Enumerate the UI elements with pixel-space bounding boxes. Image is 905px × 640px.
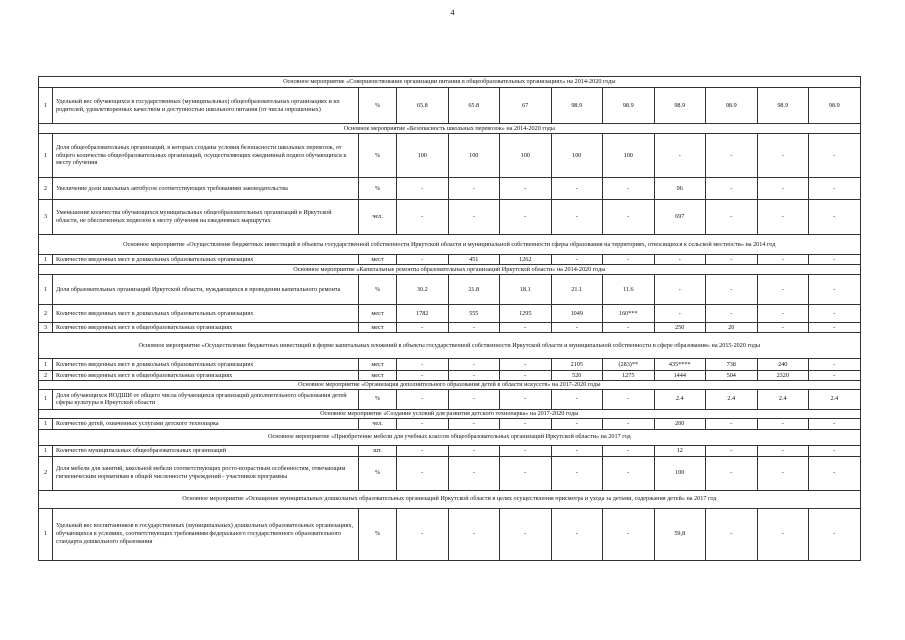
- indicator-name: Количество детей, охваченных услугами детского технопарка: [53, 418, 359, 429]
- value-cell: -: [757, 275, 809, 305]
- value-cell: -: [706, 445, 758, 456]
- value-cell: 738: [706, 359, 758, 371]
- value-cell: -: [809, 359, 861, 371]
- row-number: 1: [39, 134, 53, 178]
- row-number: 1: [39, 88, 53, 124]
- row-number: 3: [39, 200, 53, 235]
- value-cell: -: [397, 456, 449, 490]
- value-cell: -: [551, 200, 603, 235]
- indicator-name: Увеличение доли школьных автобусов соответствующих требованиям законодательства: [53, 178, 359, 200]
- value-cell: -: [500, 200, 552, 235]
- value-cell: 21.1: [551, 275, 603, 305]
- value-cell: -: [757, 255, 809, 265]
- section-title: Основное мероприятие «Осуществление бюджетных инвестиций в форме капитальных вложений в объекты государственной собственности Иркутской области и муниципальной собственности в сфере образования» на 2015-2020 годы: [39, 333, 861, 359]
- value-cell: 100: [551, 134, 603, 178]
- unit-cell: мест: [359, 305, 397, 323]
- row-number: 3: [39, 323, 53, 333]
- value-cell: 240: [757, 359, 809, 371]
- value-cell: -: [809, 445, 861, 456]
- value-cell: -: [500, 508, 552, 560]
- table-row: [39, 445, 861, 456]
- table-row: [39, 305, 861, 323]
- section-header-row: [39, 235, 861, 255]
- value-cell: 1262: [500, 255, 552, 265]
- value-cell: -: [757, 456, 809, 490]
- indicator-name: Уменьшение количества обучающихся муниципальных общеобразовательных организаций в Иркутской области, не обеспеченных подвозом к месту обучения на ежедневных маршрутах: [53, 200, 359, 235]
- value-cell: -: [809, 305, 861, 323]
- value-cell: 2320: [757, 371, 809, 381]
- table-row: [39, 134, 861, 178]
- value-cell: -: [397, 359, 449, 371]
- value-cell: -: [706, 134, 758, 178]
- value-cell: 250: [654, 323, 706, 333]
- table-row: [39, 200, 861, 235]
- value-cell: -: [448, 200, 500, 235]
- indicator-name: Количество введенных мест в дошкольных образовательных организациях: [53, 305, 359, 323]
- value-cell: -: [500, 371, 552, 381]
- table-row: [39, 178, 861, 200]
- value-cell: 1275: [603, 371, 655, 381]
- unit-cell: %: [359, 508, 397, 560]
- value-cell: 2.4: [757, 389, 809, 409]
- value-cell: 435****: [654, 359, 706, 371]
- table-row: [39, 323, 861, 333]
- value-cell: -: [809, 456, 861, 490]
- value-cell: -: [551, 456, 603, 490]
- value-cell: 1295: [500, 305, 552, 323]
- unit-cell: мест: [359, 323, 397, 333]
- unit-cell: чел.: [359, 200, 397, 235]
- value-cell: -: [706, 255, 758, 265]
- value-cell: -: [757, 134, 809, 178]
- section-title: Основное мероприятие «Создание условий для развития детского технопарка» на 2017-2020 годы: [39, 409, 861, 418]
- value-cell: -: [757, 508, 809, 560]
- value-cell: 59,8: [654, 508, 706, 560]
- unit-cell: шт.: [359, 445, 397, 456]
- value-cell: 98.9: [654, 88, 706, 124]
- section-header-row: [39, 381, 861, 390]
- value-cell: 2105: [551, 359, 603, 371]
- indicator-name: Доля образовательных организаций Иркутской области, нуждающихся в проведении капитального ремонта: [53, 275, 359, 305]
- value-cell: 98.9: [551, 88, 603, 124]
- indicator-name: Доля мебели для занятий, школьной мебели соответствующих росто-возрастным особенностям, отвечающим гигиеническим нормативам в общей численности учреждений - участников программы: [53, 456, 359, 490]
- value-cell: 100: [448, 134, 500, 178]
- value-cell: -: [448, 456, 500, 490]
- value-cell: -: [448, 418, 500, 429]
- value-cell: -: [603, 508, 655, 560]
- section-header-row: [39, 490, 861, 508]
- value-cell: -: [448, 389, 500, 409]
- value-cell: -: [397, 389, 449, 409]
- value-cell: -: [809, 255, 861, 265]
- indicator-name: Количество муниципальных общеобразовательных организаций: [53, 445, 359, 456]
- indicator-name: Количество введенных мест в общеобразовательных организациях: [53, 371, 359, 381]
- value-cell: -: [551, 255, 603, 265]
- value-cell: -: [809, 200, 861, 235]
- value-cell: 2.4: [654, 389, 706, 409]
- unit-cell: мест: [359, 371, 397, 381]
- value-cell: -: [603, 200, 655, 235]
- value-cell: -: [809, 134, 861, 178]
- value-cell: -: [603, 445, 655, 456]
- row-number: 1: [39, 445, 53, 456]
- value-cell: -: [706, 275, 758, 305]
- row-number: 1: [39, 389, 53, 409]
- unit-cell: %: [359, 275, 397, 305]
- value-cell: -: [551, 418, 603, 429]
- value-cell: -: [706, 456, 758, 490]
- indicator-name: Удельный вес обучающихся в государственных (муниципальных) общеобразовательных организациях и их родителей, удовлетворенных качеством и доступностью школьного питания (от числа опрошенных): [53, 88, 359, 124]
- table-row: [39, 456, 861, 490]
- value-cell: -: [654, 134, 706, 178]
- value-cell: -: [500, 359, 552, 371]
- value-cell: 100: [654, 456, 706, 490]
- row-number: 2: [39, 305, 53, 323]
- value-cell: -: [654, 255, 706, 265]
- unit-cell: %: [359, 134, 397, 178]
- value-cell: 504: [706, 371, 758, 381]
- value-cell: -: [809, 418, 861, 429]
- value-cell: 100: [397, 134, 449, 178]
- value-cell: -: [706, 178, 758, 200]
- section-title: Основное мероприятие «Приобретение мебели для учебных классов общеобразовательных организаций Иркутской области» на 2017 год: [39, 429, 861, 445]
- unit-cell: %: [359, 178, 397, 200]
- value-cell: 100: [603, 134, 655, 178]
- row-number: 1: [39, 275, 53, 305]
- row-number: 2: [39, 371, 53, 381]
- value-cell: -: [397, 418, 449, 429]
- value-cell: -: [757, 200, 809, 235]
- value-cell: -: [448, 508, 500, 560]
- value-cell: 160***: [603, 305, 655, 323]
- table-row: [39, 371, 861, 381]
- value-cell: 96: [654, 178, 706, 200]
- table-row: [39, 88, 861, 124]
- indicator-name: Количество введенных мест в дошкольных образовательных организациях: [53, 359, 359, 371]
- value-cell: -: [757, 305, 809, 323]
- section-header-row: [39, 333, 861, 359]
- value-cell: -: [397, 200, 449, 235]
- value-cell: -: [603, 323, 655, 333]
- value-cell: 98.9: [809, 88, 861, 124]
- unit-cell: чел.: [359, 418, 397, 429]
- value-cell: -: [706, 508, 758, 560]
- value-cell: -: [757, 323, 809, 333]
- table-row: [39, 389, 861, 409]
- value-cell: -: [809, 508, 861, 560]
- section-title: Основное мероприятие «Осуществление бюджетных инвестиций в объекты государственной собственности Иркутской области и муниципальной собственности сферы образования на территориях, относящихся к сельской местности» на 2014 год: [39, 235, 861, 255]
- value-cell: -: [448, 371, 500, 381]
- value-cell: -: [500, 445, 552, 456]
- value-cell: -: [551, 445, 603, 456]
- value-cell: 98.9: [706, 88, 758, 124]
- value-cell: -: [706, 305, 758, 323]
- value-cell: -: [397, 371, 449, 381]
- row-number: 2: [39, 456, 53, 490]
- section-header-row: [39, 77, 861, 88]
- value-cell: 200: [654, 418, 706, 429]
- value-cell: 1049: [551, 305, 603, 323]
- value-cell: -: [500, 456, 552, 490]
- value-cell: -: [397, 178, 449, 200]
- value-cell: -: [448, 178, 500, 200]
- value-cell: 11.6: [603, 275, 655, 305]
- value-cell: -: [757, 445, 809, 456]
- value-cell: -: [706, 418, 758, 429]
- value-cell: 1444: [654, 371, 706, 381]
- value-cell: -: [397, 508, 449, 560]
- value-cell: -: [603, 255, 655, 265]
- unit-cell: %: [359, 389, 397, 409]
- value-cell: -: [757, 418, 809, 429]
- value-cell: -: [500, 323, 552, 333]
- value-cell: -: [757, 178, 809, 200]
- value-cell: -: [603, 389, 655, 409]
- value-cell: 20: [706, 323, 758, 333]
- value-cell: 21.8: [448, 275, 500, 305]
- row-number: 1: [39, 418, 53, 429]
- value-cell: 555: [448, 305, 500, 323]
- value-cell: -: [397, 255, 449, 265]
- section-title: Основное мероприятие «Совершенствование организации питания в общеобразовательных организациях» на 2014-2020 годы: [39, 77, 861, 88]
- value-cell: -: [706, 200, 758, 235]
- value-cell: -: [551, 508, 603, 560]
- value-cell: 100: [500, 134, 552, 178]
- value-cell: -: [500, 389, 552, 409]
- value-cell: -: [809, 178, 861, 200]
- value-cell: 67: [500, 88, 552, 124]
- section-header-row: [39, 265, 861, 275]
- value-cell: 98.9: [757, 88, 809, 124]
- value-cell: 18.1: [500, 275, 552, 305]
- value-cell: -: [551, 389, 603, 409]
- value-cell: -: [603, 418, 655, 429]
- row-number: 2: [39, 178, 53, 200]
- unit-cell: %: [359, 88, 397, 124]
- row-number: 1: [39, 255, 53, 265]
- row-number: 1: [39, 359, 53, 371]
- value-cell: -: [654, 275, 706, 305]
- value-cell: -: [397, 445, 449, 456]
- indicator-name: Удельный вес воспитанников в государственных (муниципальных) дошкольных образовательных организациях, обучающихся в условиях, соответствующих требованиям федерального государственного образовательного стандарта дошкольного образования: [53, 508, 359, 560]
- value-cell: -: [654, 305, 706, 323]
- value-cell: -: [551, 323, 603, 333]
- value-cell: 520: [551, 371, 603, 381]
- value-cell: -: [551, 178, 603, 200]
- value-cell: 2.4: [706, 389, 758, 409]
- unit-cell: мест: [359, 359, 397, 371]
- table-row: [39, 359, 861, 371]
- value-cell: 1782: [397, 305, 449, 323]
- page-number: 4: [450, 8, 455, 17]
- table-row: [39, 418, 861, 429]
- indicator-name: Доля обучающихся ИОДШИ от общего числа обучающихся организаций дополнительного образования детей сферы культуры в Иркутской области: [53, 389, 359, 409]
- value-cell: 98.9: [603, 88, 655, 124]
- value-cell: (283)**: [603, 359, 655, 371]
- value-cell: -: [448, 323, 500, 333]
- value-cell: 2.4: [809, 389, 861, 409]
- table-row: [39, 275, 861, 305]
- value-cell: -: [500, 418, 552, 429]
- section-title: Основное мероприятие «Оснащение муниципальных дошкольных образовательных организаций Иркутской области в целях осуществления присмотра и ухода за детьми, содержания детей» на 2017 год: [39, 490, 861, 508]
- value-cell: -: [603, 456, 655, 490]
- value-cell: -: [397, 323, 449, 333]
- indicator-name: Количество введенных мест в дошкольных образовательных организациях: [53, 255, 359, 265]
- value-cell: -: [448, 445, 500, 456]
- indicators-table: [38, 76, 861, 561]
- value-cell: 30.2: [397, 275, 449, 305]
- section-header-row: [39, 124, 861, 134]
- value-cell: -: [809, 275, 861, 305]
- value-cell: -: [809, 323, 861, 333]
- section-title: Основное мероприятие «Безопасность школьных перевозок» на 2014-2020 годы: [39, 124, 861, 134]
- table-row: [39, 508, 861, 560]
- value-cell: -: [448, 359, 500, 371]
- section-header-row: [39, 429, 861, 445]
- indicator-name: Доля общеобразовательных организаций, в которых созданы условия безопасности школьных перевозок, от общего количества общеобразовательных организаций, осуществляющих ежедневный подвоз обучающихся к месту обучения: [53, 134, 359, 178]
- value-cell: 451: [448, 255, 500, 265]
- section-header-row: [39, 409, 861, 418]
- value-cell: 697: [654, 200, 706, 235]
- indicator-name: Количество введенных мест в общеобразовательных организациях: [53, 323, 359, 333]
- value-cell: 65.8: [448, 88, 500, 124]
- section-title: Основное мероприятие «Капитальные ремонты образовательных организаций Иркутской области» на 2014-2020 годы: [39, 265, 861, 275]
- unit-cell: мест: [359, 255, 397, 265]
- value-cell: -: [603, 178, 655, 200]
- value-cell: 65.8: [397, 88, 449, 124]
- value-cell: -: [809, 371, 861, 381]
- value-cell: -: [500, 178, 552, 200]
- table-row: [39, 255, 861, 265]
- section-title: Основное мероприятие «Организация дополнительного образования детей в области искусств» на 2017-2020 годы: [39, 381, 861, 390]
- value-cell: 12: [654, 445, 706, 456]
- unit-cell: %: [359, 456, 397, 490]
- row-number: 1: [39, 508, 53, 560]
